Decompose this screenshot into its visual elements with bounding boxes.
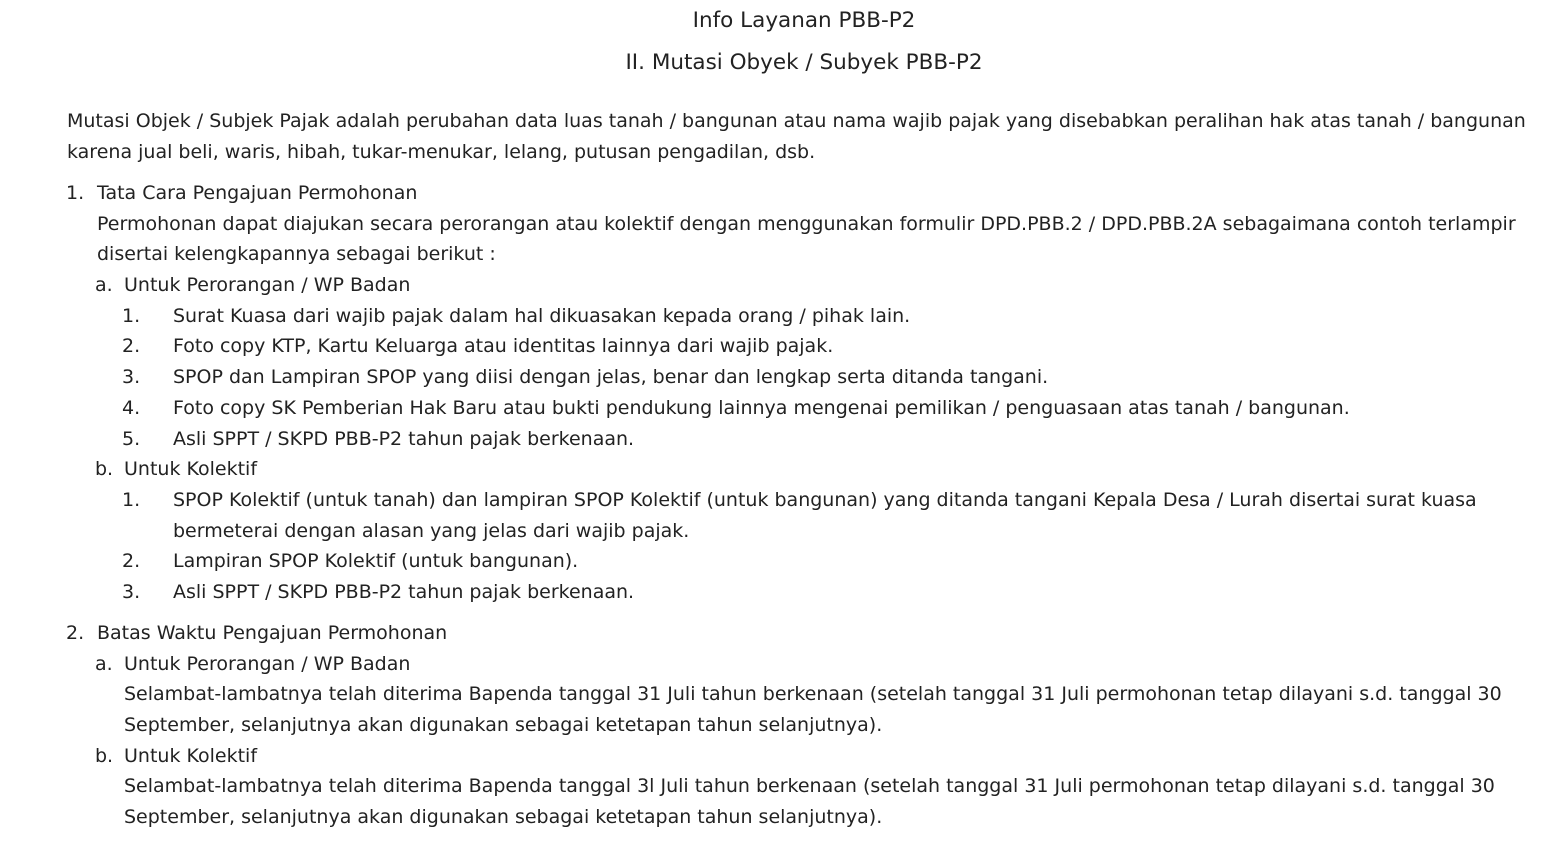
section-title: Tata Cara Pengajuan Permohonan	[97, 182, 418, 204]
subsection-heading	[0, 270, 1552, 301]
subsection-letter: b.	[95, 744, 114, 767]
list-item-number: 1.	[122, 304, 141, 327]
subsection-heading	[0, 454, 1552, 485]
list-item-number: 5.	[122, 427, 141, 450]
section-number: 1.	[66, 182, 85, 204]
subsection-title: Untuk Perorangan / WP Badan	[124, 652, 411, 675]
list-item-text: Asli SPPT / SKPD PBB-P2 tahun pajak berkenaan.	[173, 581, 635, 604]
section-number: 2.	[66, 622, 85, 644]
list-item-number: 4.	[122, 396, 141, 419]
list-item-number: 2.	[122, 550, 141, 573]
list-item	[0, 331, 1552, 362]
list-item-text: SPOP dan Lampiran SPOP yang diisi dengan jelas, benar dan lengkap serta ditanda tangani.	[173, 366, 1049, 389]
list-item-number: 3.	[122, 366, 141, 389]
list-item-text: SPOP Kolektif (untuk tanah) dan lampiran SPOP Kolektif (untuk bangunan) yang ditanda tangani Kepala Desa / Lurah disertai surat kuasa bermeterai dengan alasan yang jelas dari wajib pajak.	[173, 488, 1477, 542]
section-title: Batas Waktu Pengajuan Permohonan	[97, 622, 448, 644]
subsection-title: Untuk Kolektif	[124, 458, 258, 481]
section-description: Permohonan dapat diajukan secara perorangan atau kolektif dengan menggunakan formulir DPD.PBB.2 / DPD.PBB.2A sebagaimana contoh terlampir disertai kelengkapannya sebagai berikut :	[97, 212, 1516, 266]
section-heading	[0, 618, 1552, 649]
list-item	[0, 424, 1552, 455]
list-item	[0, 485, 1552, 546]
page-subtitle: II. Mutasi Obyek / Subyek PBB-P2	[625, 50, 983, 75]
subsection-title: Untuk Kolektif	[124, 744, 258, 767]
list-item-number: 3.	[122, 581, 141, 604]
list-item-text: Lampiran SPOP Kolektif (untuk bangunan).	[173, 550, 579, 573]
subsection-title: Untuk Perorangan / WP Badan	[124, 274, 411, 297]
list-item-number: 1.	[122, 488, 141, 511]
page-title: Info Layanan PBB-P2	[692, 8, 916, 33]
intro-paragraph: Mutasi Objek / Subjek Pajak adalah perubahan data luas tanah / bangunan atau nama wajib pajak yang disebabkan peralihan hak atas tanah / bangunan karena jual beli, waris, hibah, tukar-menukar, lelang, putusan pengadilan, dsb.	[67, 110, 1526, 163]
list-item	[0, 393, 1552, 424]
subsection-heading	[0, 649, 1552, 680]
subsection-description: Selambat-lambatnya telah diterima Bapenda tanggal 3l Juli tahun berkenaan (setelah tanggal 31 Juli permohonan tetap dilayani s.d. tanggal 30 September, selanjutnya akan digunakan sebagai ketetapan tahun selanjutnya).	[124, 775, 1495, 829]
list-item	[0, 301, 1552, 332]
list-item	[0, 577, 1552, 608]
list-item	[0, 546, 1552, 577]
list-item-text: Foto copy KTP, Kartu Keluarga atau identitas lainnya dari wajib pajak.	[173, 335, 834, 358]
list-item-number: 2.	[122, 335, 141, 358]
subsection-letter: a.	[95, 652, 113, 675]
section-heading	[0, 178, 1552, 209]
list-item	[0, 362, 1552, 393]
subsection-heading	[0, 741, 1552, 772]
subsection-description: Selambat-lambatnya telah diterima Bapenda tanggal 31 Juli tahun berkenaan (setelah tanggal 31 Juli permohonan tetap dilayani s.d. tanggal 30 September, selanjutnya akan digunakan sebagai ketetapan tahun selanjutnya).	[124, 683, 1502, 737]
list-item-text: Surat Kuasa dari wajib pajak dalam hal dikuasakan kepada orang / pihak lain.	[173, 304, 911, 327]
list-item-text: Asli SPPT / SKPD PBB-P2 tahun pajak berkenaan.	[173, 427, 635, 450]
section-2	[0, 618, 1552, 833]
subsection-letter: b.	[95, 458, 114, 481]
list-item-text: Foto copy SK Pemberian Hak Baru atau bukti pendukung lainnya mengenai pemilikan / penguasaan atas tanah / bangunan.	[173, 396, 1350, 419]
section-1	[0, 178, 1552, 608]
subsection-letter: a.	[95, 274, 113, 297]
